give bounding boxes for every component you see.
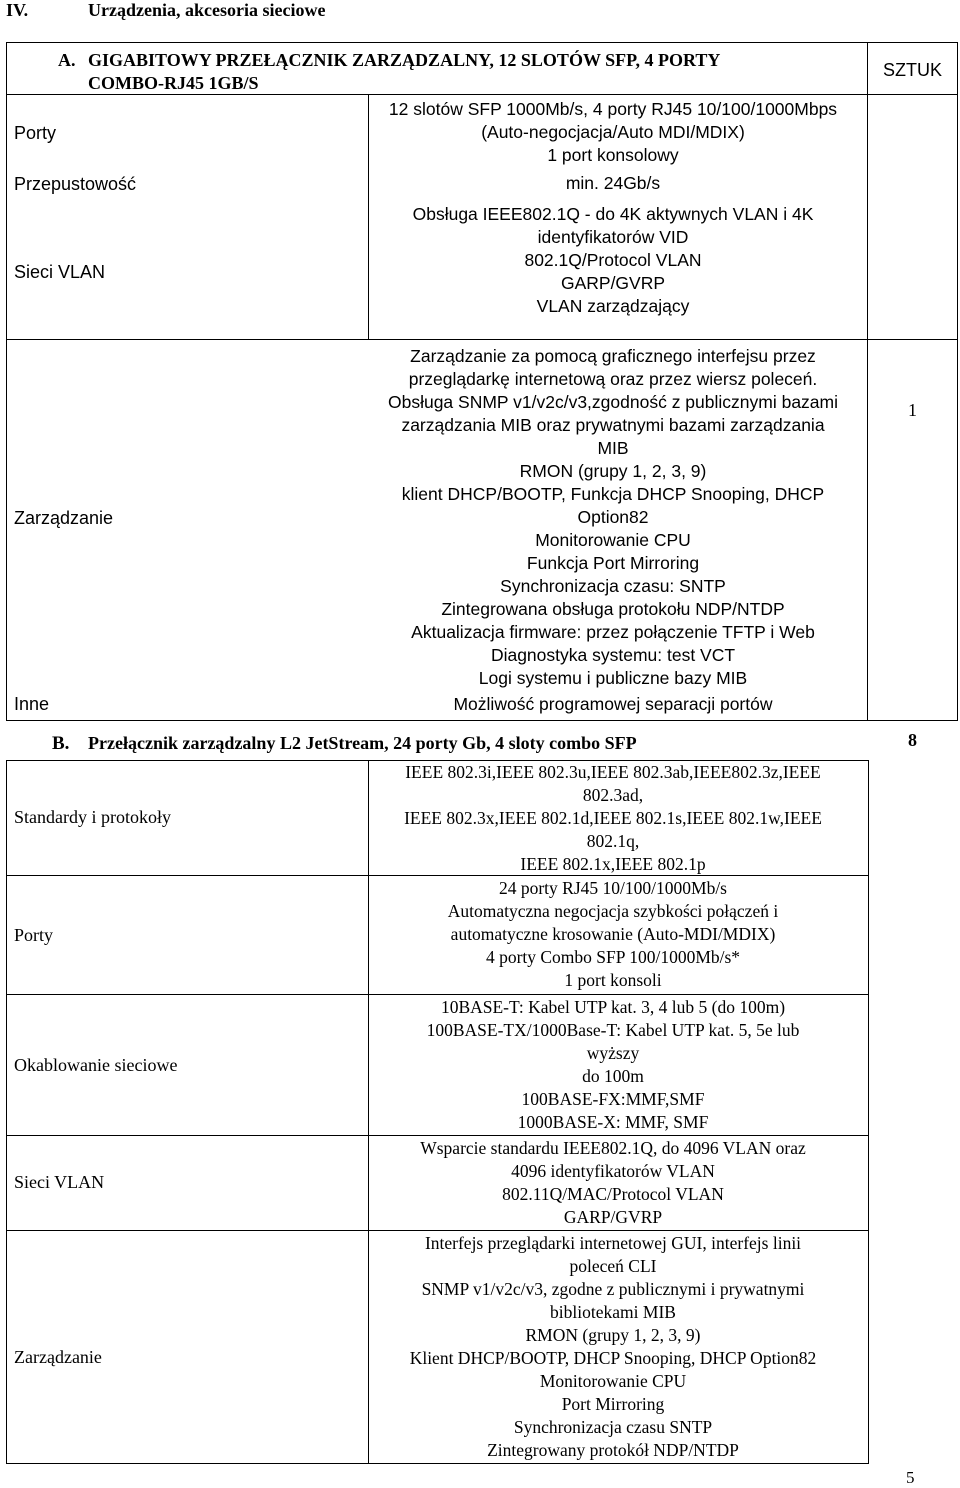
label-okablowanie: Okablowanie sieciowe xyxy=(14,1055,178,1075)
cell-line: Funkcja Port Mirroring xyxy=(526,553,700,573)
part-a-quantity: 1 xyxy=(908,400,917,420)
label-inne: Inne xyxy=(14,694,50,714)
cell-line: Synchronizacja czasu SNTP xyxy=(513,1417,713,1437)
part-a-letter: A. xyxy=(58,50,76,70)
label-przepustowosc: Przepustowość xyxy=(14,174,137,194)
cell-line: VLAN zarządzający xyxy=(536,296,690,316)
part-a-zarzadzanie-cell xyxy=(363,345,863,690)
cell-line: min. 24Gb/s xyxy=(565,173,661,193)
cell-line: RMON (grupy 1, 2, 3, 9) xyxy=(525,1325,701,1345)
cell-line: automatyczne krosowanie (Auto-MDI/MDIX) xyxy=(450,924,776,944)
cell-line: Zarządzanie za pomocą graficznego interfejsu przez xyxy=(410,346,816,366)
cell-line: 100BASE-FX:MMF,SMF xyxy=(521,1089,705,1109)
cell-line: Logi systemu i publiczne bazy MIB xyxy=(478,668,748,688)
part-a-porty-cell xyxy=(363,98,863,167)
part-b-title: Przełącznik zarządzalny L2 JetStream, 24 porty Gb, 4 sloty combo SFP xyxy=(88,733,637,753)
cell-line: Zintegrowany protokół NDP/NTDP xyxy=(487,1440,739,1460)
label-sieci-vlan-a: Sieci VLAN xyxy=(14,262,106,282)
part-a-inne-cell xyxy=(363,693,863,716)
cell-line: wyższy xyxy=(586,1043,640,1063)
cell-line: 4 porty Combo SFP 100/1000Mb/s* xyxy=(485,947,741,967)
part-b-zarzadzanie-cell xyxy=(363,1232,863,1462)
cell-line: klient DHCP/BOOTP, Funkcja DHCP Snooping, DHCP xyxy=(401,484,825,504)
cell-line: Automatyczna negocjacja szybkości połączeń i xyxy=(447,901,779,921)
unit-header: SZTUK xyxy=(882,60,942,80)
page-number: 5 xyxy=(906,1468,915,1487)
cell-line: IEEE 802.3x,IEEE 802.1d,IEEE 802.1s,IEEE 802.1w,IEEE xyxy=(404,808,822,828)
cell-line: RMON (grupy 1, 2, 3, 9) xyxy=(519,461,707,481)
cell-line: Zintegrowana obsługa protokołu NDP/NTDP xyxy=(441,599,785,619)
cell-line: 1 port konsoli xyxy=(564,970,662,990)
cell-line: 1 port konsolowy xyxy=(547,145,679,165)
cell-line: 802.1Q/Protocol VLAN xyxy=(524,250,702,270)
cell-line: IEEE 802.1x,IEEE 802.1p xyxy=(520,854,706,874)
cell-line: Aktualizacja firmware: przez połączenie TFTP i Web xyxy=(411,622,815,642)
label-standardy: Standardy i protokoły xyxy=(14,807,171,827)
cell-line: identyfikatorów VID xyxy=(537,227,689,247)
cell-line: 24 porty RJ45 10/100/1000Mb/s xyxy=(498,878,727,898)
cell-line: SNMP v1/v2c/v3, zgodne z publicznymi i prywatnymi xyxy=(421,1279,805,1299)
label-porty-b: Porty xyxy=(14,925,54,945)
cell-line: 4096 identyfikatorów VLAN xyxy=(511,1161,715,1181)
part-a-title-line1: GIGABITOWY PRZEŁĄCZNIK ZARZĄDZALNY, 12 SLOTÓW SFP, 4 PORTY xyxy=(88,50,721,70)
cell-line: Interfejs przeglądarki internetowej GUI, interfejs linii xyxy=(424,1233,802,1253)
cell-line: Monitorowanie CPU xyxy=(539,1371,687,1391)
cell-line: Port Mirroring xyxy=(561,1394,665,1414)
part-b-okablowanie-cell xyxy=(363,996,863,1134)
cell-line: 802.1q, xyxy=(586,831,640,851)
cell-line: poleceń CLI xyxy=(569,1256,657,1276)
part-b-standardy-cell xyxy=(363,761,863,876)
cell-line: Obsługa SNMP v1/v2c/v3,zgodność z publicznymi bazami xyxy=(387,392,839,412)
cell-line: 100BASE-TX/1000Base-T: Kabel UTP kat. 5, 5e lub xyxy=(426,1020,800,1040)
cell-line: (Auto-negocjacja/Auto MDI/MDIX) xyxy=(481,122,745,142)
part-b-porty-cell xyxy=(363,877,863,992)
section-title: Urządzenia, akcesoria sieciowe xyxy=(88,0,326,20)
cell-line: zarządzania MIB oraz prywatnymi bazami zarządzania xyxy=(401,415,825,435)
cell-line: do 100m xyxy=(582,1066,644,1086)
cell-line: Możliwość programowej separacji portów xyxy=(453,694,773,714)
cell-line: GARP/GVRP xyxy=(563,1207,663,1227)
cell-line: MIB xyxy=(597,438,629,458)
cell-line: GARP/GVRP xyxy=(560,273,666,293)
label-zarzadzanie-a: Zarządzanie xyxy=(14,508,114,528)
cell-line: Diagnostyka systemu: test VCT xyxy=(490,645,736,665)
cell-line: 802.3ad, xyxy=(582,785,644,805)
cell-line: Obsługa IEEE802.1Q - do 4K aktywnych VLAN i 4K xyxy=(412,204,814,224)
cell-line: 802.11Q/MAC/Protocol VLAN xyxy=(502,1184,724,1204)
section-number: IV. xyxy=(6,0,29,20)
label-porty-a: Porty xyxy=(14,123,57,143)
cell-line: Wsparcie standardu IEEE802.1Q, do 4096 VLAN oraz xyxy=(420,1138,806,1158)
label-sieci-vlan-b: Sieci VLAN xyxy=(14,1172,105,1192)
part-b-letter: B. xyxy=(52,733,70,754)
cell-line: przeglądarkę internetową oraz przez wiersz poleceń. xyxy=(408,369,818,389)
cell-line: Synchronizacja czasu: SNTP xyxy=(500,576,726,596)
part-b-vlan-cell xyxy=(363,1137,863,1229)
cell-line: bibliotekami MIB xyxy=(550,1302,676,1322)
part-a-title-line2: COMBO-RJ45 1GB/S xyxy=(88,73,259,93)
cell-line: Option82 xyxy=(577,507,649,527)
cell-line: 1000BASE-X: MMF, SMF xyxy=(517,1112,709,1132)
cell-line: 10BASE-T: Kabel UTP kat. 3, 4 lub 5 (do 100m) xyxy=(440,997,786,1017)
label-zarzadzanie-b: Zarządzanie xyxy=(14,1347,102,1367)
cell-line: Klient DHCP/BOOTP, DHCP Snooping, DHCP Option82 xyxy=(409,1348,817,1368)
part-a-vlan-cell xyxy=(363,203,863,318)
cell-line: Monitorowanie CPU xyxy=(535,530,691,550)
cell-line: IEEE 802.3i,IEEE 802.3u,IEEE 802.3ab,IEEE802.3z,IEEE xyxy=(405,762,821,782)
part-b-quantity: 8 xyxy=(908,730,917,750)
part-a-przepustowosc-cell xyxy=(363,172,863,195)
cell-line: 12 slotów SFP 1000Mb/s, 4 porty RJ45 10/100/1000Mbps xyxy=(388,99,838,119)
